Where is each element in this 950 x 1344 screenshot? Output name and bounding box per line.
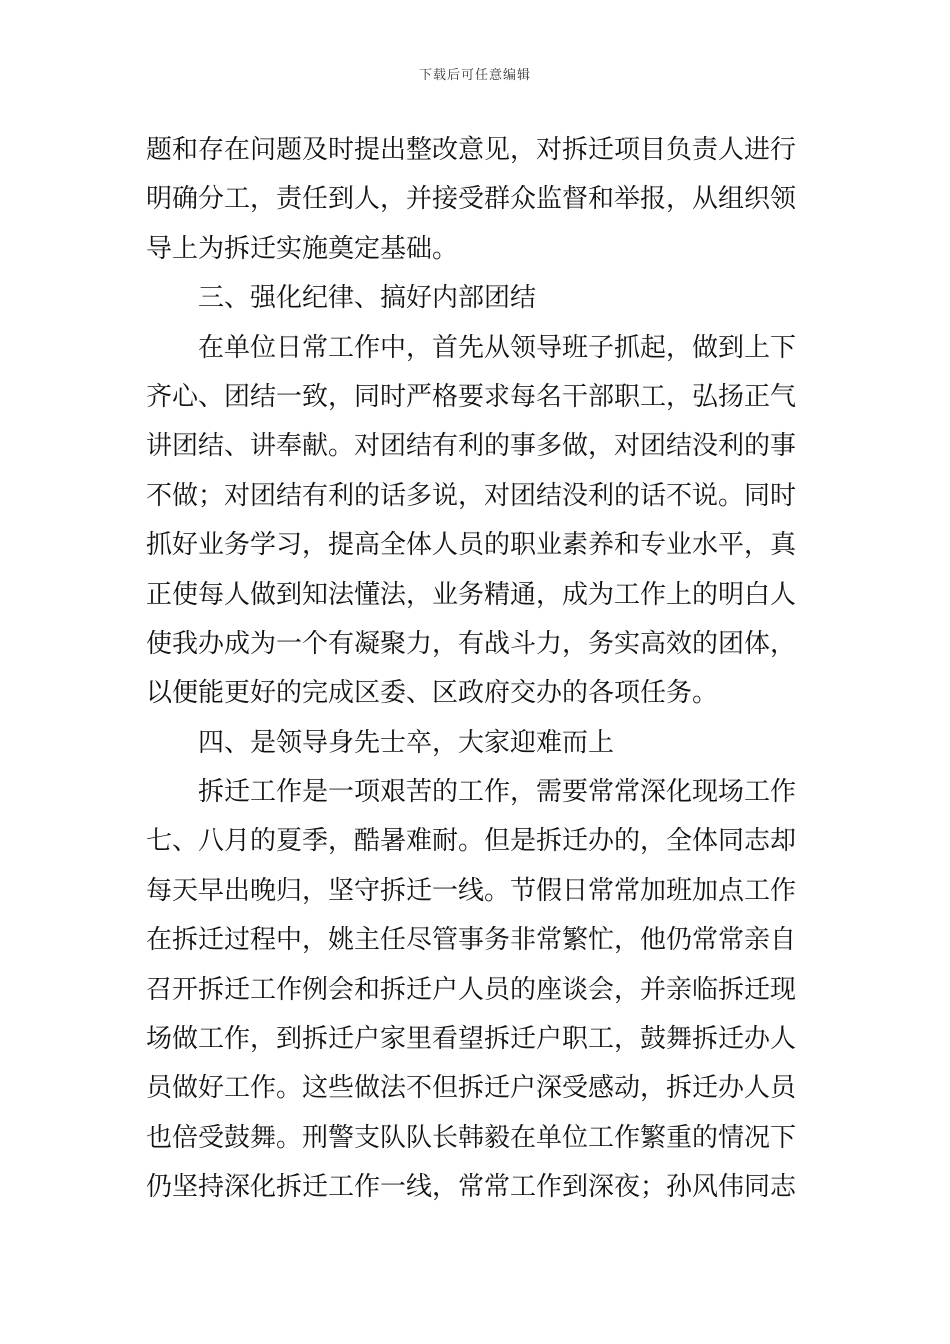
text-line: 场做工作，到拆迁户家里看望拆迁户职工，鼓舞拆迁办人 — [146, 1024, 797, 1055]
text-line: 拆迁工作是一项艰苦的工作，需要常常深化现场工作 — [198, 777, 797, 808]
text-line: 题和存在问题及时提出整改意见，对拆迁项目负责人进行 — [146, 135, 797, 165]
text-line: 导上为拆迁实施奠定基础。 — [146, 233, 459, 264]
text-line: 讲团结、讲奉献。对团结有利的事多做，对团结没利的事 — [146, 431, 797, 462]
text-line: 以便能更好的完成区委、区政府交办的各项任务。 — [146, 678, 719, 709]
text-line: 不做；对团结有利的话多说，对团结没利的话不说。同时 — [146, 480, 797, 511]
page-header-note: 下载后可任意编辑 — [418, 68, 531, 83]
text-line: 召开拆迁工作例会和拆迁户人员的座谈会，并亲临拆迁现 — [146, 974, 797, 1005]
text-line: 每天早出晚归，坚守拆迁一线。节假日常常加班加点工作 — [146, 875, 797, 906]
text-line: 使我办成为一个有凝聚力，有战斗力，务实高效的团体， — [146, 628, 797, 659]
text-line: 正使每人做到知法懂法，业务精通，成为工作上的明白人 — [146, 579, 797, 610]
document-body — [146, 126, 816, 1213]
text-line: 抓好业务学习，提高全体人员的职业素养和专业水平，真 — [146, 530, 797, 561]
text-line: 仍坚持深化拆迁工作一线，常常工作到深夜；孙风伟同志 — [146, 1172, 797, 1203]
text-line: 明确分工，责任到人，并接受群众监督和举报，从组织领 — [146, 184, 797, 215]
text-line: 四、是领导身先士卒，大家迎难而上 — [198, 727, 615, 758]
text-line: 在单位日常工作中，首先从领导班子抓起，做到上下 — [198, 332, 797, 363]
text-line: 也倍受鼓舞。刑警支队队长韩毅在单位工作繁重的情况下 — [146, 1122, 797, 1153]
text-line: 齐心、团结一致，同时严格要求每名干部职工，弘扬正气 — [146, 381, 797, 412]
text-line: 在拆迁过程中，姚主任尽管事务非常繁忙，他仍常常亲自 — [146, 925, 797, 956]
text-line: 员做好工作。这些做法不但拆迁户深受感动，拆迁办人员 — [146, 1073, 797, 1104]
text-line: 三、强化纪律、搞好内部团结 — [198, 283, 537, 314]
text-line: 七、八月的夏季，酷暑难耐。但是拆迁办的，全体同志却 — [146, 826, 797, 857]
